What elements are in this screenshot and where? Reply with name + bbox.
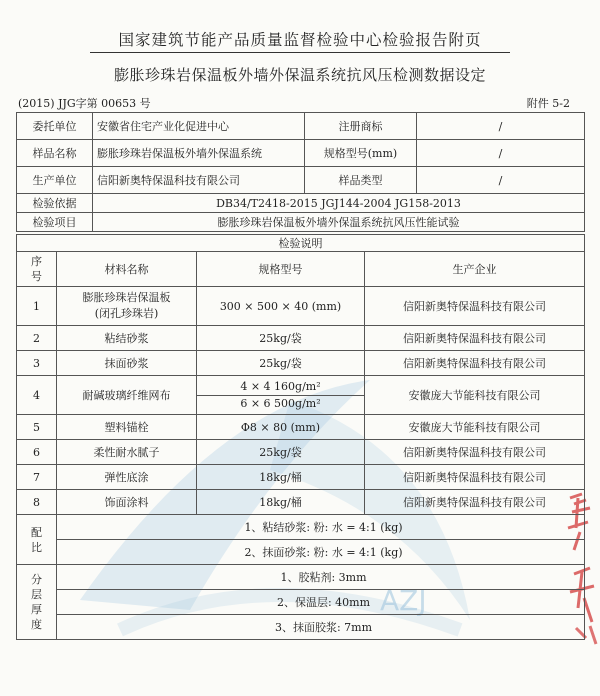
item-value: 膨胀珍珠岩保温板外墙外保温系统抗风压性能试验 (93, 213, 585, 232)
material-name-line1: 膨胀珍珠岩保温板 (82, 291, 171, 304)
sample-name-value: 膨胀珍珠岩保温板外墙外保温系统 (93, 140, 305, 167)
material-name (57, 287, 197, 326)
material-spec: 25kg/袋 (197, 326, 365, 351)
material-name: 塑料锚栓 (57, 415, 197, 440)
material-row (17, 440, 585, 465)
basis-label: 检验依据 (17, 194, 93, 213)
layers-label-line2: 层 (31, 588, 42, 601)
client-value: 安徽省住宅产业化促进中心 (93, 113, 305, 140)
item-row (17, 213, 585, 232)
ratio-label (17, 515, 57, 565)
sample-name-label: 样品名称 (17, 140, 93, 167)
model-value: / (417, 140, 585, 167)
material-spec: 300 × 500 × 40 (mm) (197, 287, 365, 326)
material-name-line2: (闭孔珍珠岩) (94, 307, 159, 320)
material-name: 饰面涂料 (57, 490, 197, 515)
material-spec: 18kg/桶 (197, 465, 365, 490)
material-row (17, 287, 585, 326)
report-subtitle: 膨胀珍珠岩保温板外墙外保温系统抗风压检测数据设定 (113, 66, 486, 84)
material-row (17, 490, 585, 515)
sample-info-table (16, 112, 585, 232)
item-label: 检验项目 (17, 213, 93, 232)
ratio-bond-mortar: 1、粘结砂浆: 粉: 水 = 4:1 (kg) (57, 515, 585, 540)
ratio-row-1 (17, 515, 585, 540)
material-maker: 信阳新奥特保温科技有限公司 (365, 326, 585, 351)
material-no: 7 (17, 465, 57, 490)
model-label: 规格型号(mm) (305, 140, 417, 167)
layers-label-line3: 厚 (31, 603, 42, 616)
column-header-no (17, 252, 57, 287)
material-row (17, 415, 585, 440)
ratio-plaster-mortar: 2、抹面砂浆: 粉: 水 = 4:1 (kg) (57, 540, 585, 565)
notes-row (17, 235, 585, 252)
column-header-maker: 生产企业 (365, 252, 585, 287)
material-no: 4 (17, 376, 57, 415)
column-header-no-line1: 序 (31, 255, 42, 268)
material-spec: 25kg/袋 (197, 440, 365, 465)
attachment-number: 附件 5-2 (526, 97, 570, 110)
layer-plaster: 3、抹面胶浆: 7mm (57, 615, 585, 640)
material-row (17, 465, 585, 490)
layers-row-1 (17, 565, 585, 590)
material-maker: 安徽庞大节能科技有限公司 (365, 415, 585, 440)
client-label: 委托单位 (17, 113, 93, 140)
material-name: 抹面砂浆 (57, 351, 197, 376)
client-row (17, 113, 585, 140)
basis-row (17, 194, 585, 213)
material-spec (197, 376, 365, 415)
sample-type-value: / (417, 167, 585, 194)
ratio-label-line1: 配 (31, 525, 42, 539)
material-maker: 信阳新奥特保温科技有限公司 (365, 440, 585, 465)
material-row (17, 326, 585, 351)
material-row (17, 376, 585, 415)
material-spec-line2: 6 × 6 500g/m² (240, 396, 321, 410)
material-maker: 信阳新奥特保温科技有限公司 (365, 351, 585, 376)
materials-table (16, 234, 585, 640)
sample-type-label: 样品类型 (305, 167, 417, 194)
material-no: 2 (17, 326, 57, 351)
material-spec: Φ8 × 80 (mm) (197, 415, 365, 440)
material-maker: 信阳新奥特保温科技有限公司 (365, 287, 585, 326)
material-no: 6 (17, 440, 57, 465)
layers-row-3 (17, 615, 585, 640)
layers-label-line4: 度 (31, 618, 42, 631)
report-number: (2015) JJG字第 00653 号 (18, 97, 151, 110)
watermark-text: AZJ (380, 584, 427, 617)
material-maker: 信阳新奥特保温科技有限公司 (365, 465, 585, 490)
layers-label-line1: 分 (31, 573, 42, 586)
materials-header-row (17, 252, 585, 287)
column-header-spec: 规格型号 (197, 252, 365, 287)
layers-row-2 (17, 590, 585, 615)
column-header-name: 材料名称 (57, 252, 197, 287)
material-maker: 信阳新奥特保温科技有限公司 (365, 490, 585, 515)
title-underline (90, 52, 510, 53)
ratio-row-2 (17, 540, 585, 565)
material-name: 弹性底涂 (57, 465, 197, 490)
producer-row (17, 167, 585, 194)
producer-value: 信阳新奥特保温科技有限公司 (93, 167, 305, 194)
trademark-label: 注册商标 (305, 113, 417, 140)
material-spec-line1: 4 × 4 160g/m² (240, 379, 321, 393)
layer-adhesive: 1、胶粘剂: 3mm (57, 565, 585, 590)
report-title: 国家建筑节能产品质量监督检验中心检验报告附页 (118, 31, 482, 49)
producer-label: 生产单位 (17, 167, 93, 194)
material-no: 5 (17, 415, 57, 440)
material-spec: 18kg/桶 (197, 490, 365, 515)
material-row (17, 351, 585, 376)
basis-value: DB34/T2418-2015 JGJ144-2004 JG158-2013 (93, 194, 585, 213)
trademark-value: / (417, 113, 585, 140)
layer-insulation: 2、保温层: 40mm (57, 590, 585, 615)
column-header-no-line2: 号 (31, 270, 42, 283)
material-no: 8 (17, 490, 57, 515)
material-spec: 25kg/袋 (197, 351, 365, 376)
material-no: 3 (17, 351, 57, 376)
material-name: 耐碱玻璃纤维网布 (57, 376, 197, 415)
layers-label (17, 565, 57, 640)
ratio-label-line2: 比 (31, 540, 42, 554)
notes-label: 检验说明 (17, 235, 585, 252)
material-name: 柔性耐水腻子 (57, 440, 197, 465)
material-name: 粘结砂浆 (57, 326, 197, 351)
material-maker: 安徽庞大节能科技有限公司 (365, 376, 585, 415)
material-no: 1 (17, 287, 57, 326)
sample-row (17, 140, 585, 167)
